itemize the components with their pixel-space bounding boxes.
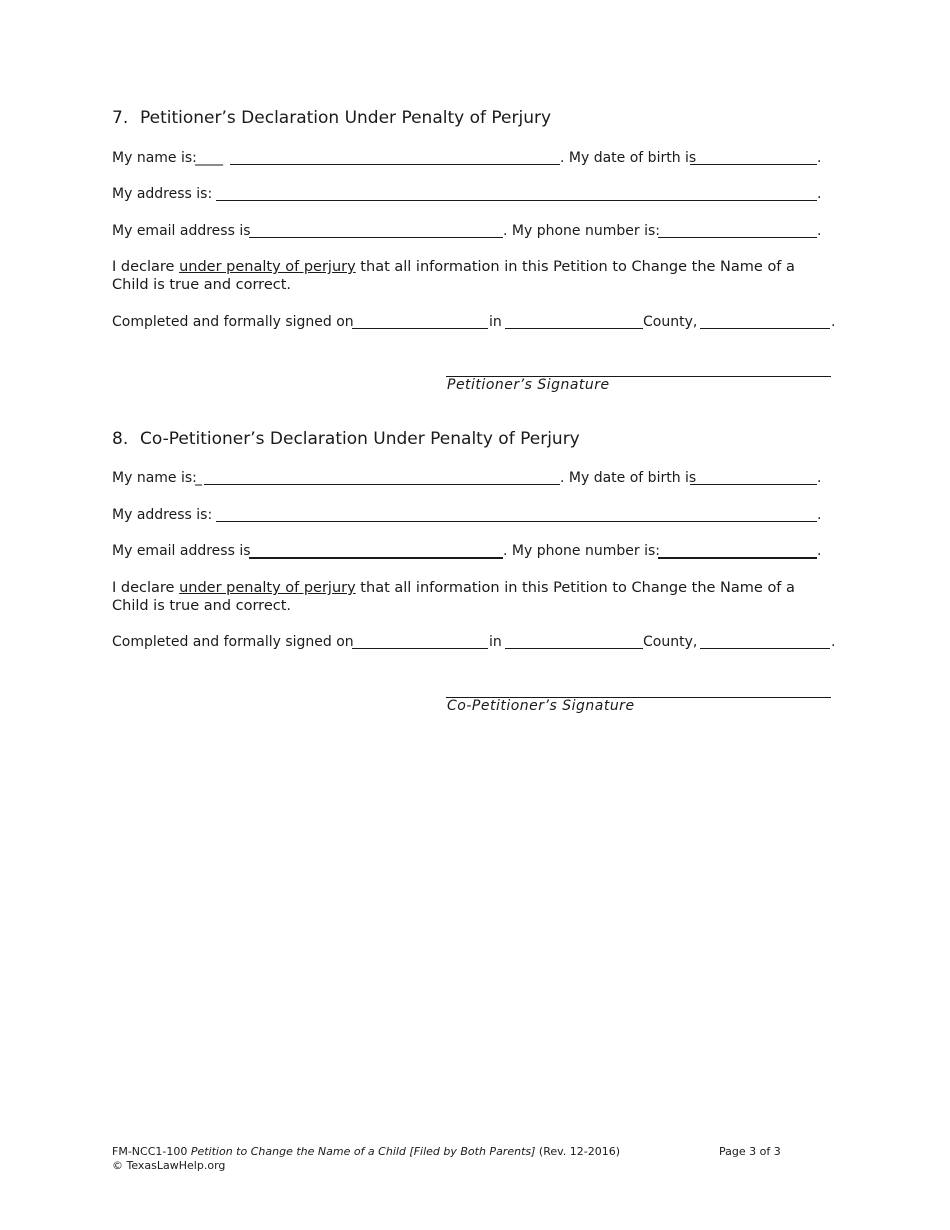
phone-field[interactable] bbox=[658, 557, 817, 559]
county-name-field[interactable] bbox=[505, 648, 643, 649]
email-phone-row bbox=[112, 221, 832, 241]
dob-field[interactable] bbox=[690, 484, 817, 485]
dob-label: . My date of birth is bbox=[560, 470, 697, 486]
address-row bbox=[112, 184, 832, 204]
footer bbox=[112, 1145, 620, 1173]
dob-field[interactable] bbox=[690, 164, 817, 165]
email-label: My email address is bbox=[112, 543, 251, 559]
form-id: FM-NCC1-100 bbox=[112, 1145, 188, 1158]
county-label: County, bbox=[643, 634, 698, 650]
state-field[interactable] bbox=[700, 648, 830, 649]
period: . bbox=[817, 507, 822, 523]
address-row bbox=[112, 505, 832, 525]
period: . bbox=[817, 186, 822, 202]
period: . bbox=[817, 150, 822, 166]
address-field[interactable] bbox=[216, 200, 817, 201]
name-filler: _ bbox=[195, 470, 202, 486]
section-number: 8. bbox=[112, 429, 129, 449]
name-filler: ____ bbox=[195, 150, 223, 166]
name-dob-row bbox=[112, 468, 832, 488]
phone-label: . My phone number is: bbox=[503, 223, 660, 239]
county-name-field[interactable] bbox=[505, 328, 643, 329]
page-number: Page 3 of 3 bbox=[719, 1145, 781, 1158]
date-signed-field[interactable] bbox=[352, 648, 488, 649]
form-title: Petition to Change the Name of a Child [Filed by Both Parents] bbox=[190, 1145, 536, 1158]
petitioner-signature-label: Petitioner’s Signature bbox=[447, 377, 610, 393]
in-label: in bbox=[489, 634, 502, 650]
email-field[interactable] bbox=[249, 557, 503, 559]
period: . bbox=[831, 634, 836, 650]
in-label: in bbox=[489, 314, 502, 330]
completed-label: Completed and formally signed on bbox=[112, 314, 354, 330]
section-title: Petitioner’s Declaration Under Penalty of Perjury bbox=[140, 108, 552, 128]
perjury-underlined: under penalty of perjury bbox=[179, 259, 356, 275]
declaration-paragraph: I declare under penalty of perjury that all information in this Petition to Change the Name of a Child is true and correct. bbox=[112, 580, 795, 614]
completed-row bbox=[112, 312, 837, 332]
name-field[interactable] bbox=[204, 484, 560, 485]
footer-copyright: © TexasLawHelp.org bbox=[112, 1159, 226, 1172]
period: . bbox=[831, 314, 836, 330]
section-title: Co-Petitioner’s Declaration Under Penalty of Perjury bbox=[140, 429, 580, 449]
phone-field[interactable] bbox=[658, 237, 817, 238]
declaration-paragraph: I declare under penalty of perjury that all information in this Petition to Change the Name of a Child is true and correct. bbox=[112, 259, 795, 293]
date-signed-field[interactable] bbox=[352, 328, 488, 329]
form-revision: (Rev. 12-2016) bbox=[538, 1145, 621, 1158]
section-8-heading bbox=[112, 429, 580, 449]
address-label: My address is: bbox=[112, 507, 213, 523]
email-field[interactable] bbox=[249, 237, 503, 238]
dob-label: . My date of birth is bbox=[560, 150, 697, 166]
county-label: County, bbox=[643, 314, 698, 330]
footer-form-line bbox=[112, 1145, 620, 1159]
section-7-heading bbox=[112, 108, 551, 128]
address-field[interactable] bbox=[216, 521, 817, 522]
co-petitioner-signature-label: Co-Petitioner’s Signature bbox=[447, 698, 635, 714]
period: . bbox=[817, 543, 822, 559]
name-label: My name is: bbox=[112, 150, 197, 166]
address-label: My address is: bbox=[112, 186, 213, 202]
completed-row bbox=[112, 632, 837, 652]
perjury-underlined: under penalty of perjury bbox=[179, 580, 356, 596]
name-field[interactable] bbox=[230, 164, 560, 165]
name-label: My name is: bbox=[112, 470, 197, 486]
completed-label: Completed and formally signed on bbox=[112, 634, 354, 650]
email-label: My email address is bbox=[112, 223, 251, 239]
phone-label: . My phone number is: bbox=[503, 543, 660, 559]
email-phone-row bbox=[112, 541, 832, 561]
name-dob-row bbox=[112, 148, 832, 168]
section-number: 7. bbox=[112, 108, 129, 128]
state-field[interactable] bbox=[700, 328, 830, 329]
period: . bbox=[817, 223, 822, 239]
period: . bbox=[817, 470, 822, 486]
